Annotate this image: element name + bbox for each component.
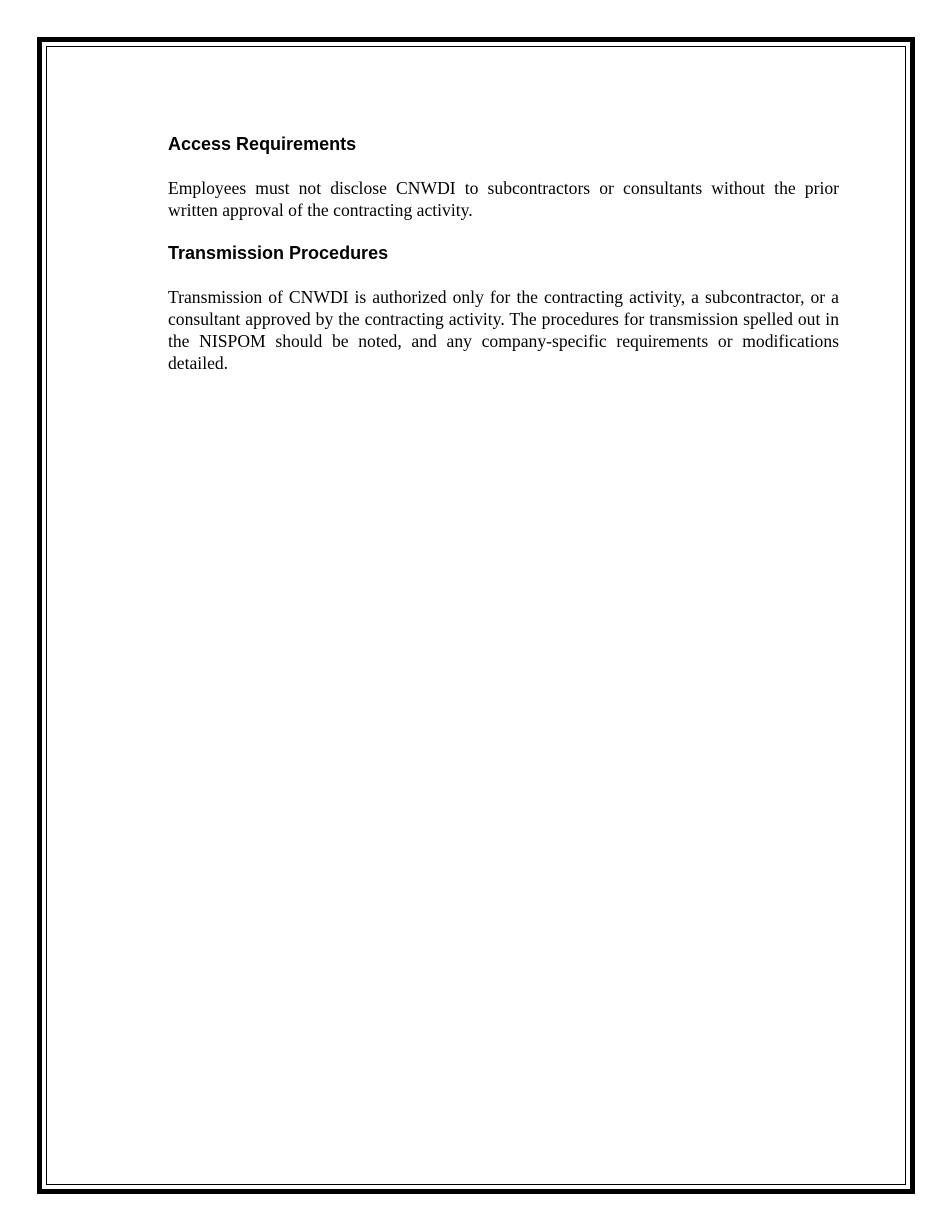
document-content (168, 133, 839, 374)
section-body-access-requirements: Employees must not disclose CNWDI to subcontractors or consultants without the prior written approval of the contracting activity. (168, 178, 839, 220)
section-body-transmission-procedures: Transmission of CNWDI is authorized only for the contracting activity, a subcontractor, or a consultant approved by the contracting activity. The procedures for transmission spelled out in the NISPOM should be noted, and any company-specific requirements or modifications detailed. (168, 287, 839, 373)
section-heading-access-requirements: Access Requirements (168, 134, 357, 154)
section-heading-transmission-procedures: Transmission Procedures (168, 243, 389, 263)
